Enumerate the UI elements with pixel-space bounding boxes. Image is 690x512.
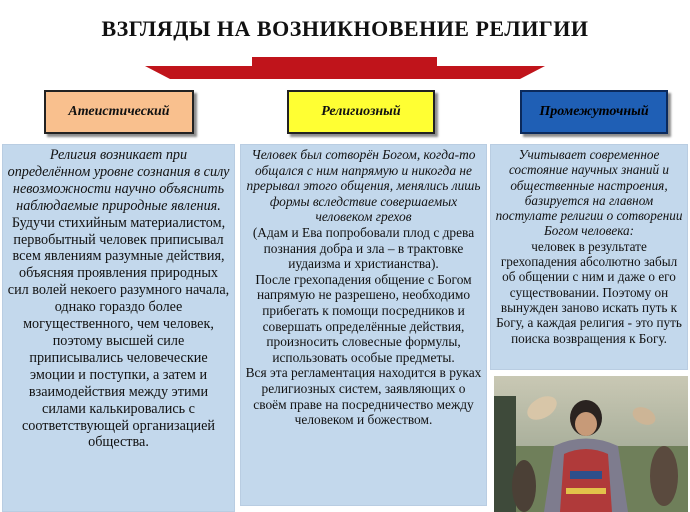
- atheist-text-box: [2, 144, 235, 512]
- religious-text-box: [240, 144, 487, 506]
- atheist-explanation: Будучи стихийным материалистом, первобытный человек приписывал всем явлениям разумные действия, объясняя проявления природных сил волей некоего разумного начала, однако гораздо более могущественного, чем человек, поэтому высшей силе приписывались человеческие эмоции и поступки, а затем и взаимодействия между этими силами калькировались с соответствующей организацией общества.: [7, 214, 230, 451]
- page-title: ВЗГЛЯДЫ НА ВОЗНИКНОВЕНИЕ РЕЛИГИИ: [101, 16, 589, 41]
- intermediate-explanation: человек в результате грехопадения абсолютно забыл об общении с ним и даже о его существовании. Поэтому он вынужден заново искать путь к Богу, а каждая религия - это путь поиска возвращения к Богу.: [496, 238, 682, 346]
- intermediate-text-box: [490, 144, 688, 370]
- atheist-definition: Религия возникает при определённом уровне сознания в силу невозможности научно объяснить наблюдаемые природные явления.: [7, 147, 230, 214]
- religious-paragraph-3: Вся эта регламентация находится в руках религиозных систем, заявляющих о своём праве на посредничество между человеком и божеством.: [245, 365, 482, 428]
- arrow-shape: [145, 57, 545, 79]
- ritual-dance-photo: [494, 376, 688, 512]
- intermediate-definition: Учитывает современное состояние научных знаний и общественные настроения, базируется на главном постулате религии о сотворении Богом человека:: [495, 147, 683, 239]
- religious-paragraph-2: После грехопадения общение с Богом напрямую не разрешено, необходимо прибегать к помощи посредников и совершать определённые действия, произносить словесные формулы, использовать особые предметы.: [255, 271, 472, 365]
- religious-definition: Человек был сотворён Богом, когда-то общался с ним напрямую и никогда не прерывал этого общения, менялись лишь формы вследствие совершаемых человеком грехов: [246, 147, 481, 225]
- category-religious: Религиозный: [287, 90, 435, 134]
- religious-paragraph-1: (Адам и Ева попробовали плод с древа познания добра и зла – в трактовке иудаизма и христианства).: [252, 224, 475, 272]
- arrow-banner: [0, 0, 690, 90]
- category-intermediate: Промежуточный: [520, 90, 668, 134]
- category-atheist: Атеистический: [44, 90, 194, 134]
